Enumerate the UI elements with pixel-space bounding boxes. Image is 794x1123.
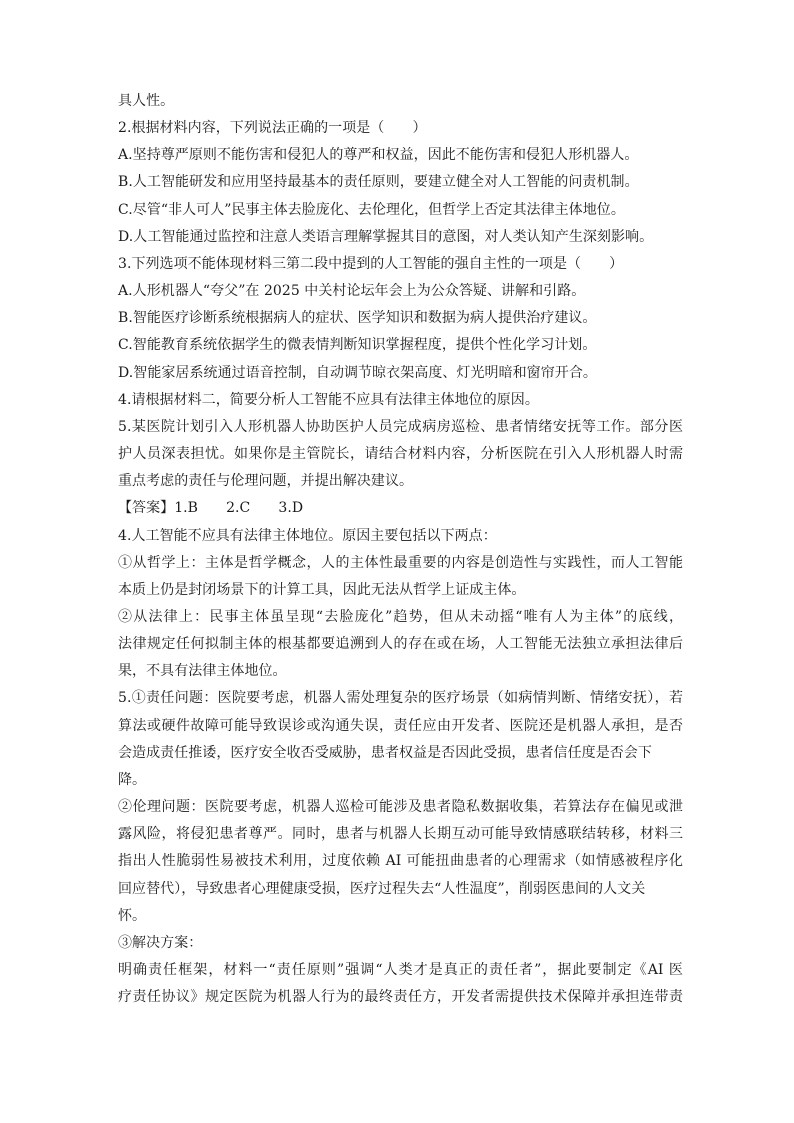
answer-4-point-2: 法律规定任何拟制主体的根基都要追溯到人的存在或在场，人工智能无法独立承担法律后 bbox=[118, 636, 683, 653]
answer-5-point-1: 5.①责任问题：医院要考虑，机器人需处理复杂的医疗场景（如病情判断、情绪安抚），若 bbox=[118, 690, 683, 707]
answer-5-point-2: ②伦理问题：医院要考虑，机器人巡检可能涉及患者隐私数据收集，若算法存在偏见或泄 bbox=[118, 799, 683, 816]
question-5-stem: 重点考虑的责任与伦理问题，并提出解决建议。 bbox=[118, 473, 414, 490]
answer-4-point-1: ①从哲学上：主体是哲学概念，人的主体性最重要的内容是创造性与实践性，而人工智能 bbox=[118, 554, 683, 571]
answer-4-point-1: 本质上仍是封闭场景下的计算工具，因此无法从哲学上证成主体。 bbox=[118, 581, 526, 598]
question-3-stem: 3.下列选项不能体现材料三第二段中提到的人工智能的强自主性的一项是（ ） bbox=[118, 255, 624, 272]
question-5-stem: 护人员深表担忧。如果你是主管院长，请结合材料内容，分析医院在引入人形机器人时需 bbox=[118, 446, 683, 463]
answer-5-point-1: 会造成责任推诿，医疗安全收否受威胁，患者权益是否因此受损，患者信任度是否会下 bbox=[118, 744, 652, 761]
answer-5-point-2: 露风险，将侵犯患者尊严。同时，患者与机器人长期互动可能导致情感联结转移，材料三 bbox=[118, 826, 683, 843]
text-line: 具人性。 bbox=[118, 93, 175, 109]
question-2-option-a: A.坚持尊严原则不能伤害和侵犯人的尊严和权益，因此不能伤害和侵犯人形机器人。 bbox=[118, 147, 639, 164]
answer-5-point-2: 回应替代），导致患者心理健康受损，医疗过程失去“人性温度”，削弱医患间的人文关 bbox=[118, 880, 646, 897]
answer-5-point-1: 算法或硬件故障可能导致误诊或沟通失误，责任应由开发者、医院还是机器人承担，是否 bbox=[118, 717, 683, 734]
question-3-option-b: B.智能医疗诊断系统根据病人的症状、医学知识和数据为病人提供治疗建议。 bbox=[118, 310, 597, 327]
question-2-stem: 2.根据材料内容，下列说法正确的一项是（ ） bbox=[118, 120, 427, 137]
question-2-option-c: C.尽管“非人可人”民事主体去脸庞化、去伦理化，但哲学上否定其法律主体地位。 bbox=[118, 201, 625, 218]
answer-4-point-2: ②从法律上：民事主体虽呈现“去脸庞化”趋势，但从未动摇“唯有人为主体”的底线， bbox=[118, 608, 683, 625]
answer-5-point-3: 明确责任框架，材料一“责任原则”强调“人类才是真正的责任者”，据此要制定《AI 医 bbox=[118, 962, 683, 978]
question-2-option-b: B.人工智能研发和应用坚持最基本的责任原则，要建立健全对人工智能的问责机制。 bbox=[118, 174, 639, 191]
answer-5-point-3-heading: ③解决方案： bbox=[118, 934, 203, 951]
question-2-option-d: D.人工智能通过监控和注意人类语言理解掌握其目的意图，对人类认知产生深刻影响。 bbox=[118, 228, 654, 245]
question-4-stem: 4.请根据材料二，简要分析人工智能不应具有法律主体地位的原因。 bbox=[118, 391, 539, 408]
answer-key: 【答案】1.B 2.C 3.D bbox=[118, 500, 304, 517]
document-body bbox=[118, 88, 683, 1011]
answer-5-point-2: 怀。 bbox=[118, 907, 147, 924]
answer-5-point-1: 降。 bbox=[118, 771, 147, 788]
question-3-option-d: D.智能家居系统通过语音控制，自动调节晾衣架高度、灯光明暗和窗帘开合。 bbox=[118, 364, 597, 381]
question-5-stem: 5.某医院计划引入人形机器人协助医护人员完成病房巡检、患者情绪安抚等工作。部分医 bbox=[118, 418, 683, 435]
answer-4-intro: 4.人工智能不应具有法律主体地位。原因主要包括以下两点： bbox=[118, 527, 497, 544]
answer-5-point-3: 疗责任协议》规定医院为机器人行为的最终责任方，开发者需提供技术保障并承担连带责 bbox=[118, 989, 683, 1006]
answer-4-point-2: 果，不具有法律主体地位。 bbox=[118, 663, 287, 680]
question-3-option-c: C.智能教育系统依据学生的微表情判断知识掌握程度，提供个性化学习计划。 bbox=[118, 337, 597, 354]
question-3-option-a: A.人形机器人“夸父”在 2025 中关村论坛年会上为公众答疑、讲解和引路。 bbox=[118, 283, 586, 300]
answer-5-point-2: 指出人性脆弱性易被技术利用，过度依赖 AI 可能扭曲患者的心理需求（如情感被程序化 bbox=[118, 853, 683, 870]
